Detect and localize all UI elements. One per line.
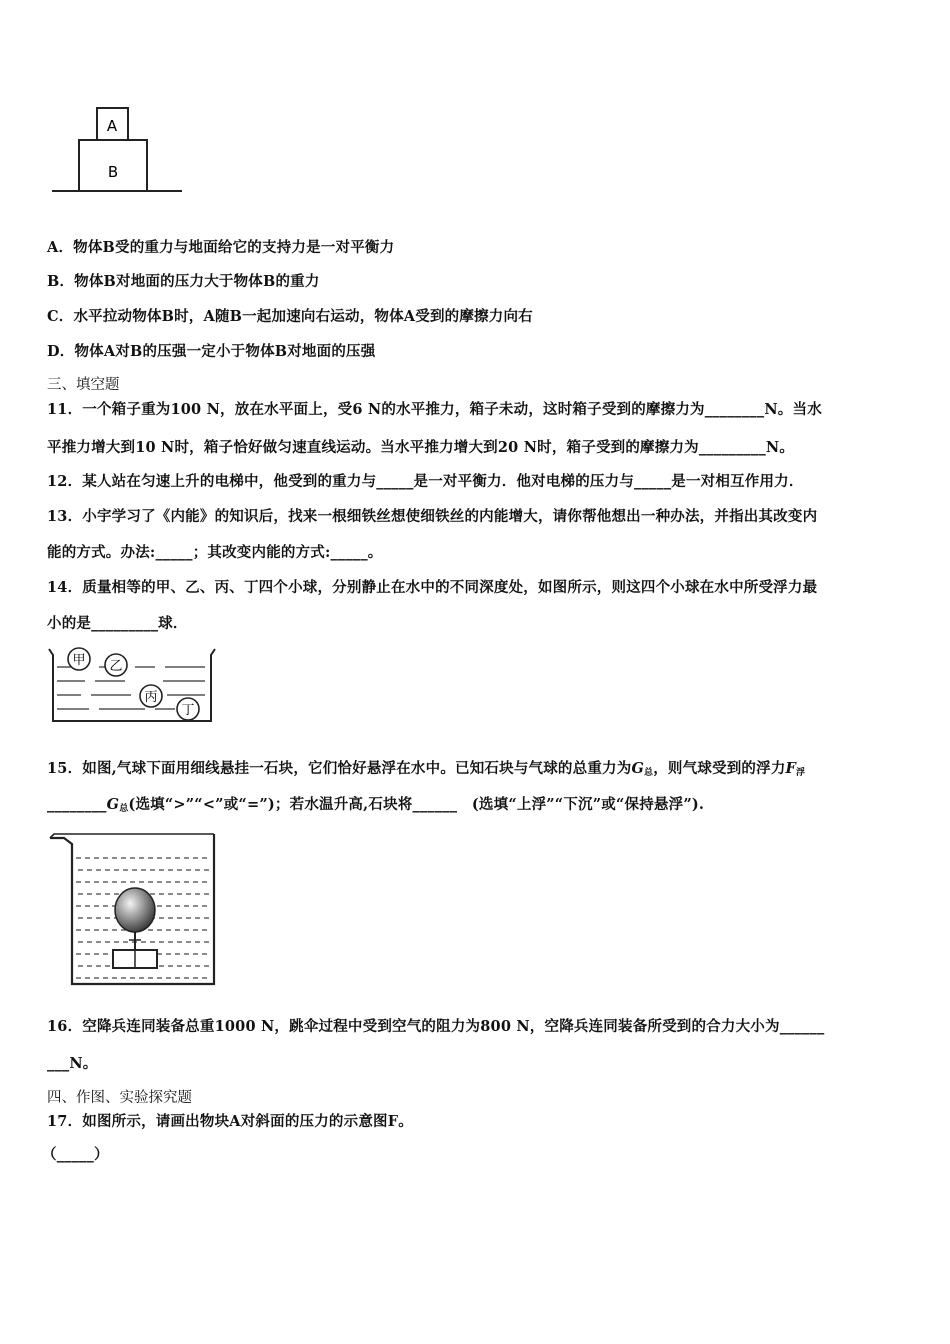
ball-4-label: 丁 (181, 703, 195, 718)
q12: 12．某人站在匀速上升的电梯中，他受到的重力与_____是一对平衡力．他对电梯的压力与_____是一对相互作用力． (47, 473, 804, 490)
q17-answer-blank: （_____） (42, 1146, 109, 1163)
figure-balls-in-water (45, 645, 220, 727)
q11-line2: 平推力增大到10 N时，箱子恰好做匀速直线运动。当水平推力增大到20 N时，箱子受到的摩擦力为_________N。 (47, 439, 795, 456)
ball-3-label: 丙 (144, 690, 158, 705)
q17: 17．如图所示，请画出物块A对斜面的压力的示意图F。 (47, 1113, 413, 1130)
q11-line1: 11．一个箱子重为100 N，放在水平面上，受6 N的水平推力，箱子未动，这时箱子受到的摩擦力为________N。当水 (47, 401, 822, 418)
q16-line1: 16．空降兵连同装备总重1000 N，跳伞过程中受到空气的阻力为800 N，空降兵连同装备所受到的合力大小为______ (47, 1018, 825, 1035)
q14-line2: 小的是_________球． (47, 615, 188, 632)
balloon (115, 888, 155, 932)
q16-line2: ___N。 (47, 1055, 98, 1072)
ball-2-label: 乙 (109, 659, 123, 674)
section-3-title: 三、填空题 (47, 377, 120, 393)
option-b: B．物体B对地面的压力大于物体B的重力 (47, 273, 320, 290)
option-c: C．水平拉动物体B时，A随B一起加速向右运动，物体A受到的摩擦力向右 (47, 308, 533, 325)
ball-1-label: 甲 (72, 653, 86, 668)
block-a-label: A (106, 117, 118, 135)
q15-line1: 15．如图,气球下面用细线悬挂一石块，它们恰好悬浮在水中。已知石块与气球的总重力为$G_总$，则气球受到的浮力$F_浮$ (47, 760, 806, 778)
figure-blocks (52, 104, 187, 196)
option-a: A．物体B受的重力与地面给它的支持力是一对平衡力 (47, 239, 395, 256)
q13-line2: 能的方式。办法:_____；其改变内能的方式:_____。 (47, 544, 383, 561)
section-4-title: 四、作图、实验探究题 (47, 1090, 192, 1106)
block-b-label: B (107, 163, 119, 181)
q15-line2: $\_\_\_\_\_\_\_\_G_总$(选填“>”“<”或“=”)；若水温升高,石块将______ (选填“上浮”“下沉”或“保持悬浮”). (47, 796, 705, 814)
figure-balloon-beaker (46, 830, 226, 990)
option-d: D．物体A对B的压强一定小于物体B对地面的压强 (47, 343, 376, 360)
q13-line1: 13．小宇学习了《内能》的知识后，找来一根细铁丝想使细铁丝的内能增大，请你帮他想出一种办法，并指出其改变内 (47, 508, 818, 525)
q14-line1: 14．质量相等的甲、乙、丙、丁四个小球，分别静止在水中的不同深度处，如图所示，则这四个小球在水中所受浮力最 (47, 579, 818, 596)
